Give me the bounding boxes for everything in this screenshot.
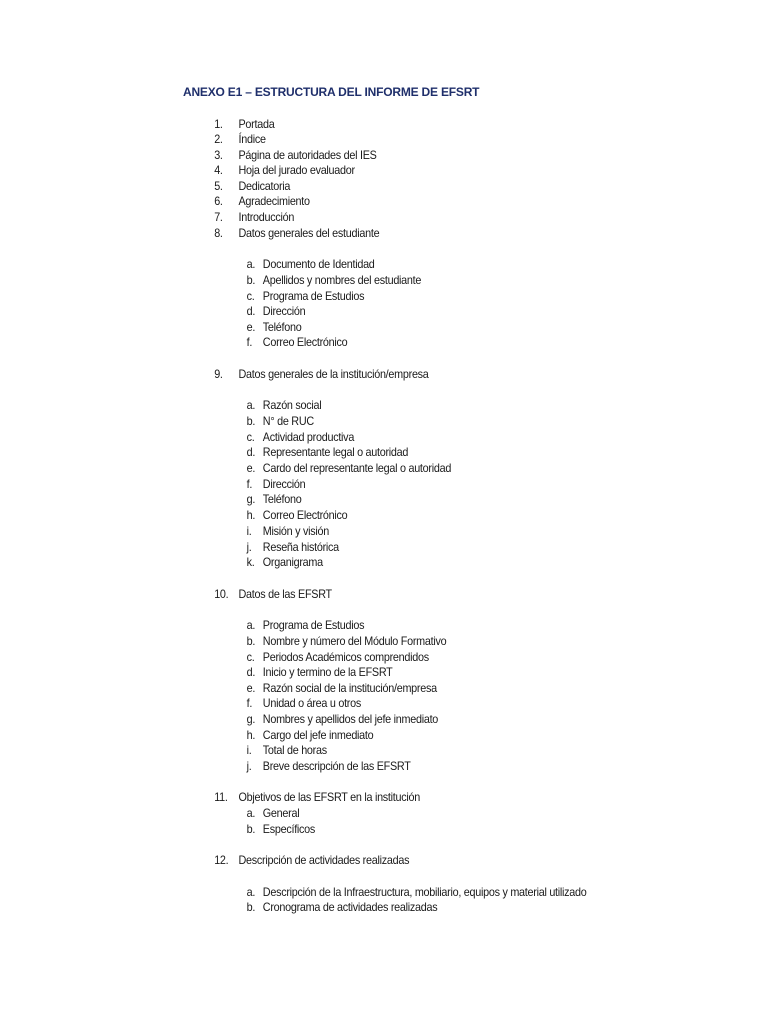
item-number: 11. — [214, 790, 228, 804]
item-number: 12. — [214, 853, 229, 867]
item-number: 10. — [214, 587, 229, 601]
sub-item-text: Representante legal o autoridad — [262, 445, 409, 459]
sub-item-letter: d. — [246, 304, 256, 318]
sub-item-letter: e. — [246, 461, 256, 475]
sub-item-text: Razón social de la institución/empresa — [262, 681, 437, 695]
sub-item-letter: g. — [246, 492, 256, 506]
sub-item-letter: f. — [246, 696, 253, 710]
item-text: Datos de las EFSRT — [238, 587, 332, 601]
sub-item-text: Unidad o área u otros — [262, 696, 361, 710]
item-number: 1. — [214, 117, 223, 131]
sub-item-text: Teléfono — [262, 320, 302, 334]
item-text: Datos generales del estudiante — [238, 226, 380, 240]
sub-item-text: Total de horas — [262, 743, 327, 757]
sub-item-letter: h. — [246, 728, 256, 742]
sub-item-text: N° de RUC — [262, 414, 314, 428]
item-text: Hoja del jurado evaluador — [238, 163, 355, 177]
item-text: Portada — [238, 117, 275, 131]
sub-item-letter: i. — [246, 524, 252, 538]
sub-item-text: Programa de Estudios — [262, 289, 365, 303]
sub-item-letter: f. — [246, 477, 253, 491]
sub-item-letter: c. — [246, 650, 255, 664]
sub-item-letter: a. — [246, 618, 256, 632]
sub-item-text: Organigrama — [262, 555, 323, 569]
sub-item-text: General — [262, 806, 300, 820]
sub-item-text: Específicos — [262, 822, 316, 836]
sub-item-letter: i. — [246, 743, 252, 757]
sub-item-text: Programa de Estudios — [262, 618, 365, 632]
sub-item-letter: c. — [246, 289, 255, 303]
sub-item-text: Misión y visión — [262, 524, 329, 538]
item-number: 7. — [214, 210, 223, 224]
item-text: Descripción de actividades realizadas — [238, 853, 410, 867]
item-text: Datos generales de la institución/empresa — [238, 367, 429, 381]
sub-item-letter: a. — [246, 806, 256, 820]
sub-item-letter: a. — [246, 398, 256, 412]
sub-item-letter: j. — [246, 540, 252, 554]
sub-item-text: Descripción de la Infraestructura, mobiliario, equipos y material utilizado — [262, 885, 587, 899]
sub-item-text: Dirección — [262, 477, 306, 491]
sub-item-text: Cronograma de actividades realizadas — [262, 900, 438, 914]
sub-item-letter: f. — [246, 335, 253, 349]
item-number: 9. — [214, 367, 223, 381]
sub-item-text: Nombre y número del Módulo Formativo — [262, 634, 447, 648]
sub-item-letter: e. — [246, 320, 256, 334]
sub-item-letter: a. — [246, 885, 256, 899]
sub-item-letter: e. — [246, 681, 256, 695]
item-number: 4. — [214, 163, 223, 177]
sub-item-letter: b. — [246, 634, 256, 648]
sub-item-text: Correo Electrónico — [262, 335, 348, 349]
sub-item-letter: b. — [246, 273, 256, 287]
sub-item-text: Documento de Identidad — [262, 257, 375, 271]
sub-item-text: Actividad productiva — [262, 430, 355, 444]
sub-item-letter: b. — [246, 822, 256, 836]
sub-item-text: Reseña histórica — [262, 540, 339, 554]
item-text: Dedicatoria — [238, 179, 291, 193]
sub-item-letter: b. — [246, 414, 256, 428]
sub-item-text: Razón social — [262, 398, 322, 412]
item-number: 6. — [214, 194, 223, 208]
sub-item-letter: b. — [246, 900, 256, 914]
sub-item-text: Cardo del representante legal o autoridad — [262, 461, 452, 475]
sub-item-letter: a. — [246, 257, 256, 271]
document-title: ANEXO E1 – ESTRUCTURA DEL INFORME DE EFSRT — [183, 85, 480, 99]
sub-item-text: Dirección — [262, 304, 306, 318]
sub-item-text: Cargo del jefe inmediato — [262, 728, 374, 742]
sub-item-text: Apellidos y nombres del estudiante — [262, 273, 422, 287]
sub-item-text: Breve descripción de las EFSRT — [262, 759, 411, 773]
item-number: 5. — [214, 179, 223, 193]
sub-item-text: Nombres y apellidos del jefe inmediato — [262, 712, 439, 726]
item-text: Introducción — [238, 210, 295, 224]
item-number: 2. — [214, 132, 223, 146]
sub-item-letter: j. — [246, 759, 252, 773]
sub-item-letter: h. — [246, 508, 256, 522]
item-text: Página de autoridades del IES — [238, 148, 377, 162]
sub-item-letter: d. — [246, 445, 256, 459]
sub-item-text: Teléfono — [262, 492, 302, 506]
item-text: Índice — [238, 132, 266, 146]
sub-item-letter: k. — [246, 555, 255, 569]
item-text: Agradecimiento — [238, 194, 310, 208]
item-text: Objetivos de las EFSRT en la institución — [238, 790, 421, 804]
sub-item-text: Inicio y termino de la EFSRT — [262, 665, 393, 679]
item-number: 3. — [214, 148, 223, 162]
sub-item-text: Periodos Académicos comprendidos — [262, 650, 429, 664]
sub-item-letter: g. — [246, 712, 256, 726]
sub-item-text: Correo Electrónico — [262, 508, 348, 522]
item-number: 8. — [214, 226, 223, 240]
sub-item-letter: c. — [246, 430, 255, 444]
sub-item-letter: d. — [246, 665, 256, 679]
